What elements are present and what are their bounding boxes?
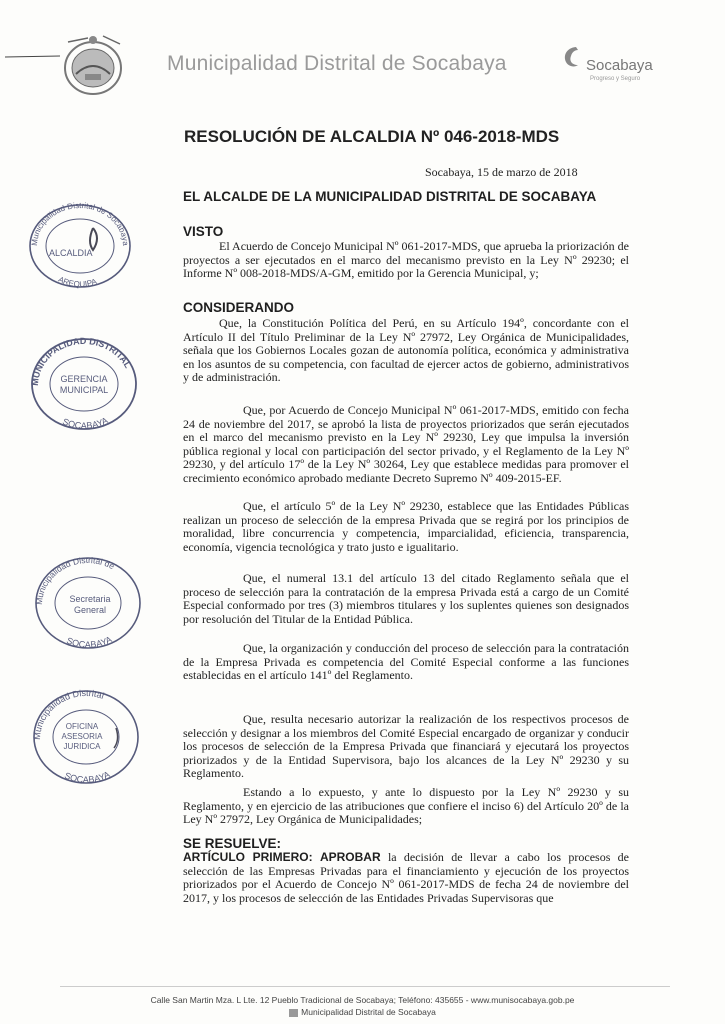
seal-asesoria-juridica: [30, 688, 142, 786]
considerando-text-2: Que, por Acuerdo de Concejo Municipal Nº 061-2017-MDS, emitido con fecha 24 de noviembre del 2017, se aprobó la lista de proyectos priorizados que serán ejecutados en el marco del mecanismo previsto en la Ley Nº 29230, Ley que impulsa la inversión pública regional y local con participación del sector privado, y el Reglamento de la Ley Nº 29230, y del artículo 17º de la Ley Nº 30264, Ley que establece medidas para promover el crecimiento económico aprobado mediante Decreto Supremo Nº 409-2015-EF.: [183, 403, 629, 485]
articulo-text: la decisión de llevar a cabo los procesos de selección de las Empresas Privadas para el financiamiento y ejecución de los proyectos priorizados por el Acuerdo de Concejo Nº 061-2017-MDS de fecha 24 de noviembre del 2017, y los procesos de selección de las Entidades Privadas Supervisoras que: [183, 850, 630, 905]
seal-alcaldia: [25, 200, 135, 290]
resolution-date: Socabaya, 15 de marzo de 2018: [425, 165, 578, 179]
articulo-primero: [183, 851, 629, 905]
seal-secretaria-bottom-text: SOCABAYA: [65, 634, 114, 650]
logo-pen-stroke: [5, 46, 60, 50]
footer-name: Municipalidad Distrital de Socabaya: [301, 1007, 436, 1017]
visto-text-content: El Acuerdo de Concejo Municipal Nº 061-2017-MDS, que aprueba la priorización de proyectos a ser ejecutados en el marco del mecanismo previsto en la Ley Nº 29230; el Informe Nº 008-2018-MDS/A-GM, emitido por la Gerencia Municipal, y;: [183, 239, 629, 281]
svg-text:SOCABAYA: [61, 415, 109, 430]
considerando-text-7: Estando a lo expuesto, y ante lo dispuesto por la Ley Nº 29230 y su Reglamento, y en ejercicio de las atribuciones que confiere el inciso 6) del Artículo 20º de la Ley Nº 27972, Ley Orgánica de Municipalidades;: [183, 785, 629, 827]
seal-gerencia-municipal: [28, 336, 140, 432]
svg-text:AREQUIPA: [57, 275, 99, 289]
seal-asesoria-top-text: Municipalidad Distrital: [31, 688, 106, 741]
seal-asesoria-center-text-3: JURIDICA: [63, 742, 101, 751]
articulo-keyword: APROBAR: [319, 850, 381, 864]
seal-gerencia-center-text-2: MUNICIPAL: [59, 385, 109, 395]
seal-asesoria-center-text-2: ASESORIA: [61, 732, 103, 741]
brand-swirl-icon: [560, 44, 584, 72]
seal-secretaria-center-text-1: Secretaria: [69, 594, 111, 604]
footer-address: Calle San Martin Mza. L Lte. 12 Pueblo Tradicional de Socabaya; Teléfono: 435655 - www.munisocabaya.gob.pe: [150, 995, 575, 1005]
considerando-paragraph-3: [183, 500, 629, 554]
svg-text:SOCABAYA: [63, 769, 111, 784]
visto-heading: VISTO: [183, 224, 224, 239]
considerando-paragraph-4: [183, 572, 629, 626]
seal-secretaria-general: [32, 555, 144, 651]
considerando-paragraph-7: [183, 786, 629, 827]
svg-text:SOCABAYA: [65, 634, 113, 649]
visto-text: [183, 240, 629, 281]
seal-alcaldia-center-text: ALCALDIA: [49, 248, 93, 258]
seal-gerencia-top-text: MUNICIPALIDAD DISTRITAL: [29, 336, 134, 387]
seal-alcaldia-bottom-text: AREQUIPA: [56, 274, 98, 289]
seal-alcaldia-top-text: Municipalidad Distrital de Socabaya: [29, 200, 131, 247]
considerando-text-4: Que, el numeral 13.1 del artículo 13 del citado Reglamento señala que el proceso de selección para la contratación de la empresa Privada está a cargo de un Comité Especial conformado por tres (3) miembros titulares y los suplentes quienes son designados por resolución del Titular de la Entidad Pública.: [183, 571, 629, 626]
resolution-title: RESOLUCIÓN DE ALCALDIA Nº 046-2018-MDS: [184, 127, 560, 146]
considerando-paragraph-5: [183, 642, 629, 683]
seal-gerencia-bottom-text: SOCABAYA: [61, 415, 110, 431]
brand-tagline: Progreso y Seguro: [590, 76, 641, 82]
considerando-text-3: Que, el artículo 5º de la Ley Nº 29230, establece que las Entidades Públicas realizan un proceso de selección de la empresa Privada que se regirá por los principios de moralidad, libre concurrencia y competencia, imparcialidad, eficiencia, transparencia, economía, vigencia tecnológica y trato justo e igualitario.: [183, 499, 629, 554]
considerando-text-5: Que, la organización y conducción del proceso de selección para la contratación de la Empresa Privada es competencia del Comité Especial conforme a las funciones establecidas en el artículo 141º del Reglamento.: [183, 641, 629, 683]
considerando-paragraph-2: [183, 404, 629, 486]
considerando-text-1: Que, la Constitución Política del Perú, en su Artículo 194º, concordante con el Artículo II del Título Preliminar de la Ley Nº 27972, Ley Orgánica de Municipalidades, señala que los Gobiernos Locales gozan de autonomía política, económica y administrativa en los asuntos de su competencia, con facultad de ejercer actos de gobierno, administrativos y de administración.: [183, 316, 629, 385]
seal-asesoria-center-text-1: OFICINA: [65, 722, 99, 731]
svg-text:Municipalidad Distrital de Soc: [30, 201, 130, 247]
footer-logo-icon: [289, 1009, 298, 1017]
seal-asesoria-bottom-text: SOCABAYA: [63, 769, 112, 785]
seal-gerencia-center-text-1: GERENCIA: [60, 374, 108, 384]
considerando-text-6: Que, resulta necesario autorizar la realización de los respectivos procesos de selección y designar a los miembros del Comité Especial encargado de organizar y conducir los procesos de selección de la Empresa Privada que financiará y ejecutará los proyectos priorizados y de la Entidad Supervisora, bajo los alcances de la Ley Nº 29230 y su Reglamento.: [183, 712, 629, 781]
footer-divider: [60, 986, 670, 987]
considerando-paragraph-1: [183, 317, 629, 385]
brand-name: Socabaya: [586, 57, 653, 74]
footer-name-row: [0, 1007, 725, 1017]
considerando-paragraph-6: [183, 713, 629, 781]
institution-name: Municipalidad Distrital de Socabaya: [167, 52, 507, 75]
issuing-authority: EL ALCALDE DE LA MUNICIPALIDAD DISTRITAL DE SOCABAYA: [183, 189, 597, 204]
articulo-label: ARTÍCULO PRIMERO:: [183, 850, 313, 864]
considerando-heading: CONSIDERANDO: [183, 300, 295, 315]
seal-secretaria-center-text-2: General: [73, 605, 107, 615]
resuelve-heading: SE RESUELVE:: [183, 836, 282, 851]
seal-secretaria-top-text: Municipalidad Distrital de: [33, 555, 117, 606]
municipal-logo: [58, 30, 128, 100]
